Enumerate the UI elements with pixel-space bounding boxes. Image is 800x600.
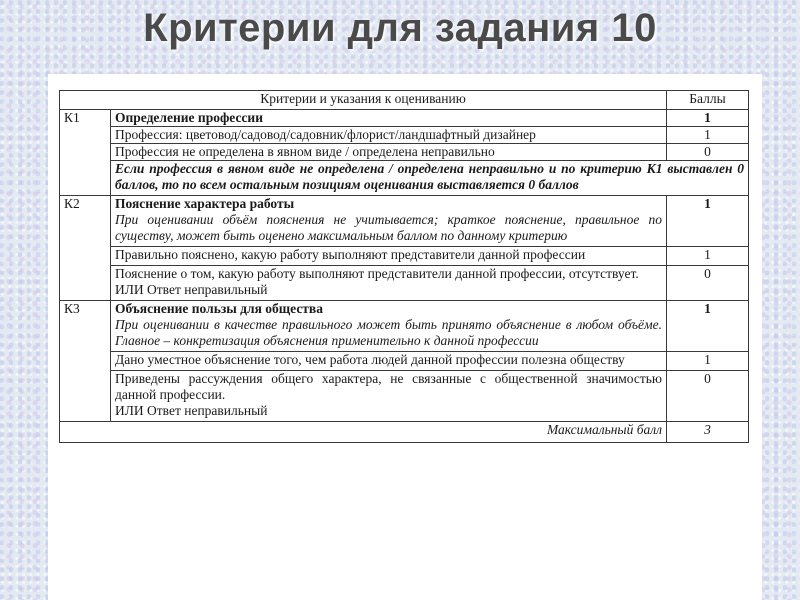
criterion-heading-k3: Объяснение пользы для общества xyxy=(115,301,323,316)
table-row xyxy=(60,301,749,352)
table-row xyxy=(60,371,749,422)
criterion-text: Пояснение о том, какую работу выполняют представители данной профессии, отсутствует. xyxy=(115,266,639,281)
table-header-row xyxy=(60,91,749,110)
table-row xyxy=(60,161,749,196)
table-row xyxy=(60,352,749,371)
table-footer-row xyxy=(60,422,749,443)
criterion-text-alt: ИЛИ Ответ неправильный xyxy=(115,403,268,418)
criterion-points-k1: 1 xyxy=(667,110,749,127)
criterion-note-k1: Если профессия в явном виде не определена / определена неправильно и по критерию К1 выставлен 0 баллов, то по всем остальным позициям оценивания выставляется 0 баллов xyxy=(111,161,749,196)
criterion-text: Приведены рассуждения общего характера, не связанные с общественной значимостью данной профессии. xyxy=(115,371,663,402)
criterion-text: Профессия: цветовод/садовод/садовник/флорист/ландшафтный дизайнер xyxy=(111,127,667,144)
table-row xyxy=(60,247,749,266)
criterion-text-alt: ИЛИ Ответ неправильный xyxy=(115,282,268,297)
criterion-code-k1: К1 xyxy=(60,110,111,196)
page-title: Критерии для задания 10 xyxy=(143,6,657,50)
criteria-document xyxy=(48,74,762,600)
criterion-block-k2 xyxy=(111,196,667,247)
criterion-score: 0 xyxy=(667,266,749,301)
header-criteria: Критерии и указания к оцениванию xyxy=(60,91,667,110)
max-score-label: Максимальный балл xyxy=(60,422,667,443)
criterion-text: Правильно пояснено, какую работу выполняют представители данной профессии xyxy=(111,247,667,266)
criterion-text-block xyxy=(111,266,667,301)
criterion-score: 1 xyxy=(667,127,749,144)
table-row xyxy=(60,110,749,127)
criterion-score: 1 xyxy=(667,247,749,266)
header-points: Баллы xyxy=(667,91,749,110)
criterion-text-block xyxy=(111,371,667,422)
criterion-heading-k1: Определение профессии xyxy=(111,110,667,127)
criterion-instruction-k2: При оценивании объём пояснения не учитывается; краткое пояснение, правильное по существу, может быть оценено максимальным баллом по данному критерию xyxy=(115,212,663,243)
criterion-points-k2: 1 xyxy=(667,196,749,247)
table-row xyxy=(60,196,749,247)
criterion-score: 0 xyxy=(667,144,749,161)
criterion-points-k3: 1 xyxy=(667,301,749,352)
table-row xyxy=(60,266,749,301)
criterion-block-k3 xyxy=(111,301,667,352)
table-row xyxy=(60,144,749,161)
criterion-heading-k2: Пояснение характера работы xyxy=(115,196,295,211)
criterion-code-k2: К2 xyxy=(60,196,111,301)
criterion-code-k3: К3 xyxy=(60,301,111,422)
max-score-value: 3 xyxy=(667,422,749,443)
criterion-text: Дано уместное объяснение того, чем работа людей данной профессии полезна обществу xyxy=(111,352,667,371)
criteria-table xyxy=(59,90,749,443)
criterion-score: 1 xyxy=(667,352,749,371)
criterion-score: 0 xyxy=(667,371,749,422)
criterion-instruction-k3: При оценивании в качестве правильного может быть принято объяснение в любом объёме. Главное – конкретизация объяснения применительно к данной профессии xyxy=(115,317,663,348)
table-row xyxy=(60,127,749,144)
criterion-text: Профессия не определена в явном виде / определена неправильно xyxy=(111,144,667,161)
